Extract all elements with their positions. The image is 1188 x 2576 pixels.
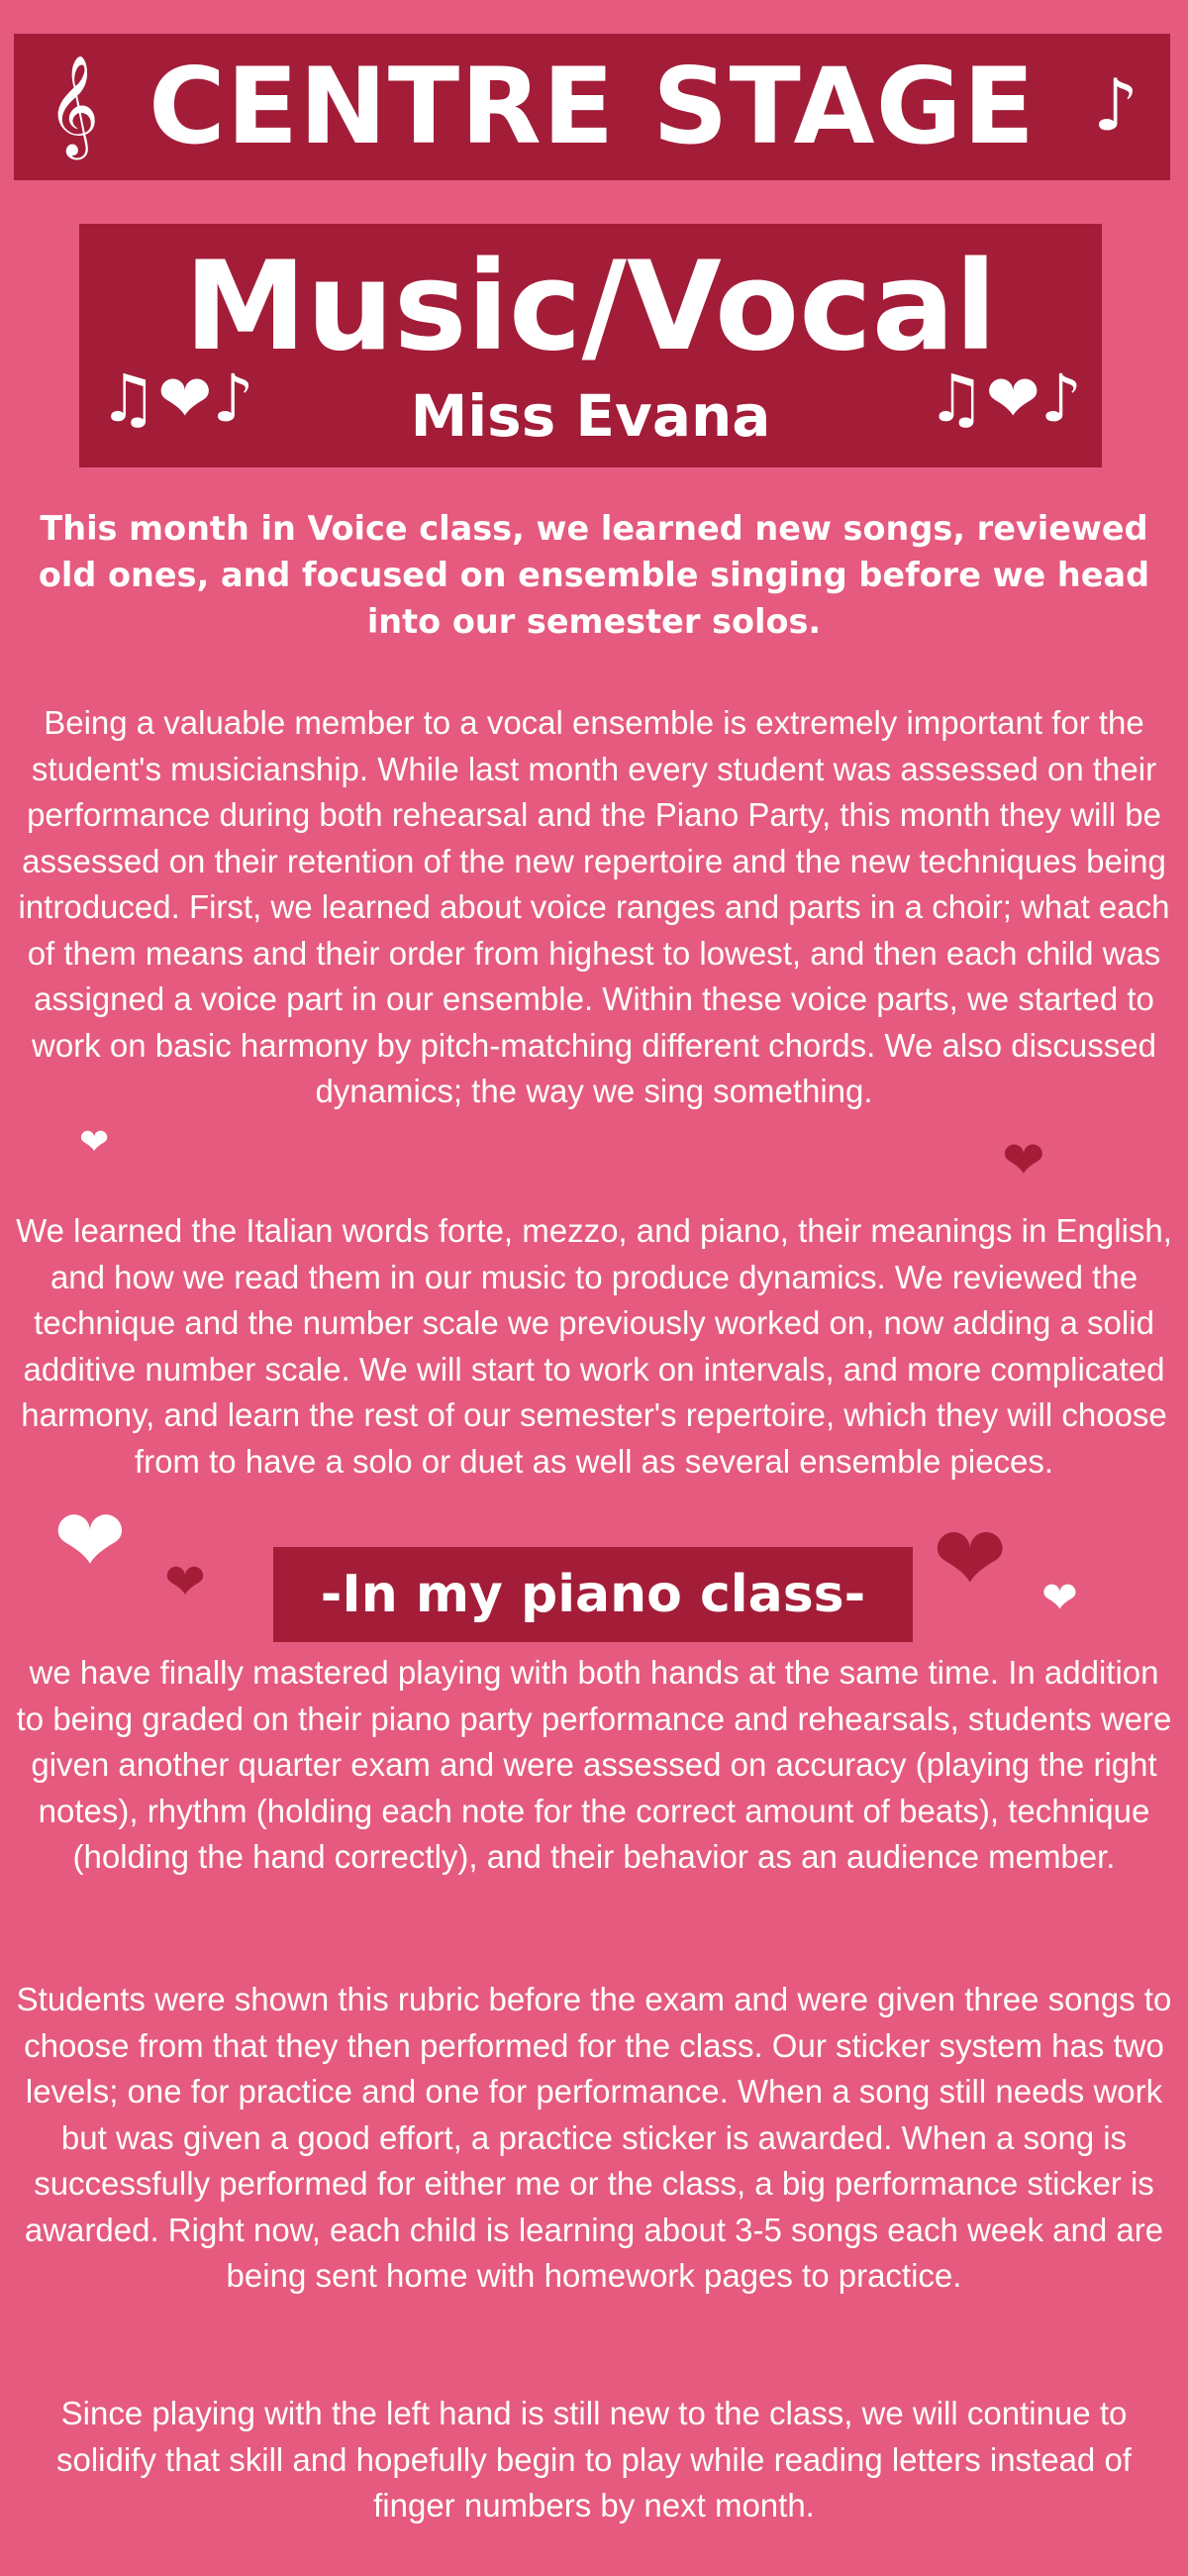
heart-icon: ❤ [79, 1122, 110, 1163]
piano-paragraph-1: we have finally mastered playing with both hands at the same time. In addition to being graded on their piano party performance and rehearsals, students were given another quarter exam and were assessed on accuracy (playing the right notes), rhythm (holding each note for the correct amount of beats), technique (holding the hand correctly), and their behavior as an audience member. [16, 1654, 1172, 1875]
heart-icon: ❤ [1041, 1573, 1078, 1623]
intro-summary: This month in Voice class, we learned new songs, reviewed old ones, and focused on ensemble singing before we head into our semester solos. [38, 509, 1150, 641]
heart-icon: ❤ [933, 1507, 1008, 1611]
heart-icon: ❤ [53, 1490, 127, 1592]
teacher-name: Miss Evana [410, 382, 771, 450]
section-title: Music/Vocal [184, 236, 997, 378]
voice-paragraph-1: Being a valuable member to a vocal ensemble is extremely important for the student's musicianship. While last month every student was assessed on their performance during both rehearsal and the Piano Party, this month they will be assessed on their retention of the new repertoire and the new techniques being introduced. First, we learned about voice ranges and parts in a choir; what each of them means and their order from highest to lowest, and then each child was assigned a voice part in our ensemble. Within these voice parts, we started to work on basic harmony by pitch-matching different chords. We also discussed dynamics; the way we sing something. [18, 704, 1170, 1109]
voice-paragraph-2: We learned the Italian words forte, mezzo, and piano, their meanings in English, and how we read them in our music to produce dynamics. We reviewed the technique and the number scale we previously worked on, now adding a solid additive number scale. We will start to work on intervals, and more complicated harmony, and learn the rest of our semester's repertoire, which they will choose from to have a solo or duet as well as several ensemble pieces. [16, 1212, 1172, 1480]
heart-icon: ❤ [1002, 1131, 1045, 1190]
music-note-icon: ♪ [1093, 63, 1138, 147]
piano-paragraph-3: Since playing with the left hand is still new to the class, we will continue to solidify that skill and hopefully begin to play while reading letters instead of finger numbers by next month. [56, 2395, 1132, 2524]
heart-icon: ❤ [164, 1553, 206, 1610]
section-header-box [79, 224, 1102, 467]
piano-section-heading: -In my piano class- [273, 1547, 913, 1642]
piano-paragraph-2: Students were shown this rubric before the exam and were given three songs to choose from that they then performed for the class. Our sticker system has two levels; one for practice and one for performance. When a song still needs work but was given a good effort, a practice sticker is awarded. When a song is successfully performed for either me or the class, a big performance sticker is awarded. Right now, each child is learning about 3-5 songs each week and are being sent home with homework pages to practice. [16, 1981, 1172, 2294]
notes-heart-left-icon: ♫❤♪ [99, 361, 254, 437]
title-banner [14, 34, 1170, 180]
newsletter-title: CENTRE STAGE [148, 46, 1037, 167]
treble-clef-icon: 𝄞 [48, 53, 100, 155]
notes-heart-right-icon: ♫❤♪ [927, 361, 1082, 437]
